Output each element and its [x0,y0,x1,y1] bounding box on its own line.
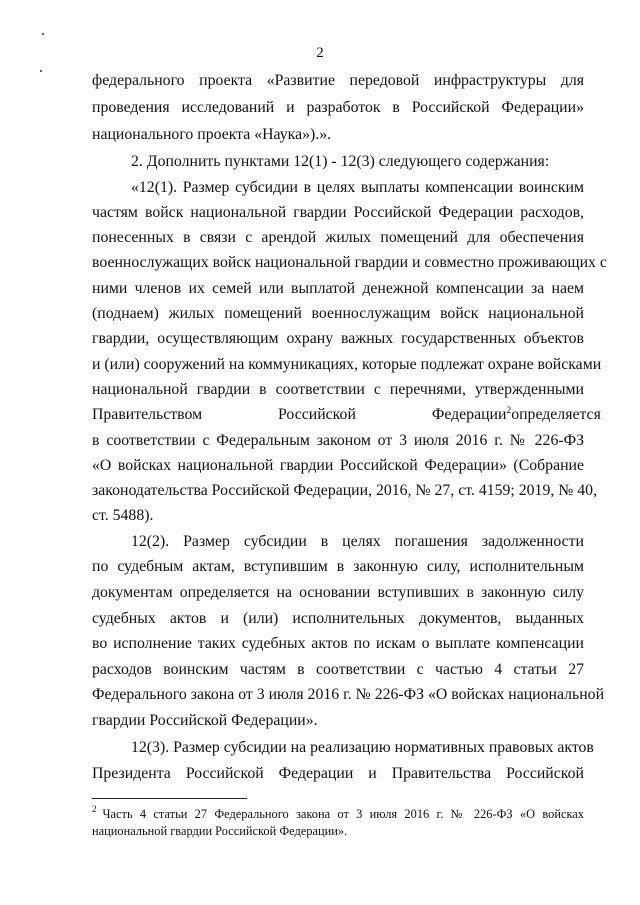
text-line: частям войск национальной гвардии Российской Федерации расходов, [92,204,584,221]
text-line: судебных актов и (или) исполнительных документов, выданных [92,610,584,627]
text-line: документам определяется на основании вступивших в законную силу [92,584,584,601]
text-line: 12(2). Размер субсидии в целях погашения задолженности [131,533,584,550]
text-line: ст. 5488). [92,507,154,524]
text-line: гвардии, осуществляющим охрану важных государственных объектов [92,330,584,347]
text-line: расходов воинским частям в соответствии с частью 4 статьи 27 [92,661,584,678]
text-line: (поднаем) жилых помещений военнослужащим войск национальной [92,305,584,322]
text-line: Федерального закона от 3 июля 2016 г. № 226-ФЗ «О войсках национальной [92,686,605,703]
text-line: гвардии Российской Федерации». [92,712,318,729]
text-line: национальной гвардии в соответствии с перечнями, утвержденными [92,381,584,398]
text-line [92,405,601,427]
text-line-part [92,405,511,427]
text-line: «12(1). Размер субсидии в целях выплаты компенсации воинским [131,179,584,196]
text-line: в соответствии с Федеральным законом от 3 июля 2016 г. № 226-ФЗ [92,432,584,449]
text-line: законодательства Российской Федерации, 2016, № 27, ст. 4159; 2019, № 40, [92,482,598,499]
text-line-words: Правительством Российской Федерации [92,406,507,423]
text-line: национального проекта «Наука»).». [92,126,332,143]
text-line: федерального проекта «Развитие передовой инфраструктуры для [92,72,584,89]
text-line: ними членов их семей или выплатой денежной компенсации за наем [92,280,584,297]
footnote-divider [92,798,247,799]
scan-speck [42,33,44,35]
footnote-mark: 2 [92,804,97,814]
text-line: 12(3). Размер субсидии на реализацию нормативных правовых актов [131,739,594,756]
footnote-reference[interactable]: 2 [506,406,512,416]
footnote-line [92,806,584,822]
text-line: 2. Дополнить пунктами 12(1) - 12(3) следующего содержания: [131,153,550,170]
page-number: 2 [316,45,324,61]
text-line: «О войсках национальной гвардии Российской Федерации» (Собрание [92,457,584,474]
text-line-part: определяется [511,406,601,423]
text-line: по судебным актам, вступившим в законную силу, исполнительным [92,558,584,575]
text-line: и (или) сооружений на коммуникациях, которые подлежат охране войсками [92,356,602,373]
text-line: понесенных в связи с арендой жилых помещений для обеспечения [92,229,584,246]
text-line: военнослужащих войск национальной гвардии и совместно проживающих с [92,254,607,271]
text-line: Президента Российской Федерации и Правительства Российской [92,765,584,782]
text-line: проведения исследований и разработок в Российской Федерации» [92,99,584,116]
footnote-text: Часть 4 статьи 27 Федерального закона от 3 июля 2016 г. № 226-ФЗ «О войсках [102,807,584,821]
text-line: во исполнение таких судебных актов по искам о выплате компенсации [92,635,584,652]
footnote-line: национальной гвардии Российской Федерации». [92,824,348,838]
scan-speck [40,70,42,72]
